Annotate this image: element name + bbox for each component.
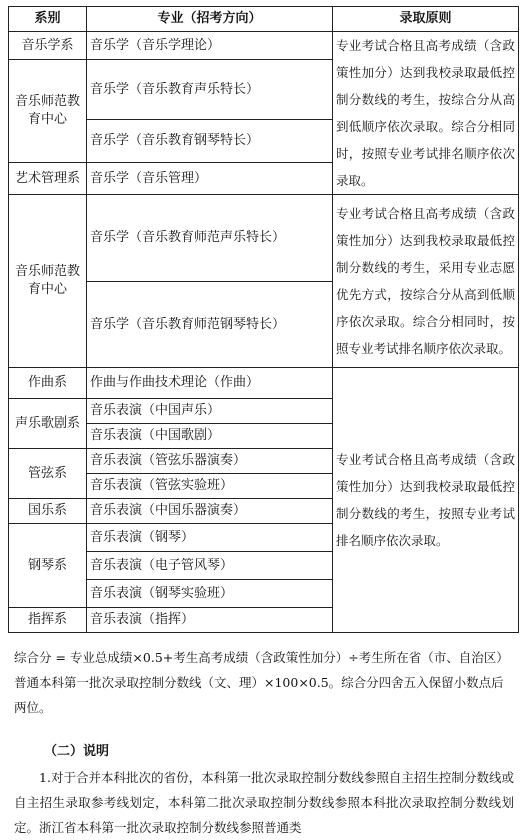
department-cell: 管弦系 [9, 449, 87, 499]
department-cell: 艺术管理系 [9, 163, 87, 195]
major-cell: 音乐表演（电子管风琴） [87, 552, 333, 580]
explanation-paragraph: 1.对于合并本科批次的省份，本科第一批次录取控制分数线参照自主招生控制分数线或自主招生录取参考线划定，本科第二批次录取控制分数线参照本科批次录取控制分数线划定。浙江省本科第一批次录取控制分数线参照普通类 [14, 770, 514, 835]
major-cell: 音乐学（音乐教育师范钢琴特长） [87, 282, 333, 368]
major-cell: 音乐学（音乐教育师范声乐特长） [87, 195, 333, 282]
major-cell: 音乐表演（管弦实验班） [87, 474, 333, 499]
table-header-row [9, 7, 519, 32]
major-cell: 音乐学（音乐教育钢琴特长） [87, 120, 333, 163]
major-cell: 作曲与作曲技术理论（作曲） [87, 368, 333, 399]
major-cell: 音乐学（音乐学理论） [87, 32, 333, 60]
major-cell: 音乐表演（指挥） [87, 608, 333, 633]
admission-table [8, 6, 519, 633]
header-major: 专业（招考方向） [87, 7, 333, 32]
major-cell: 音乐表演（钢琴实验班） [87, 580, 333, 608]
major-cell: 音乐表演（中国歌剧） [87, 424, 333, 449]
major-cell: 音乐表演（中国声乐） [87, 399, 333, 424]
major-cell: 音乐表演（中国乐器演奏） [87, 499, 333, 524]
department-cell: 作曲系 [9, 368, 87, 399]
principle-cell: 专业考试合格且高考成绩（含政策性加分）达到我校录取最低控制分数线的考生，采用专业志愿优先方式，按综合分从高到低顺序依次录取。综合分相同时，按照专业考试排名顺序依次录取。 [333, 195, 519, 368]
department-cell: 音乐师范教育中心 [9, 195, 87, 368]
major-cell: 音乐表演（钢琴） [87, 524, 333, 552]
table-row [9, 32, 519, 60]
header-principle: 录取原则 [333, 7, 519, 32]
header-department: 系别 [9, 7, 87, 32]
major-cell: 音乐表演（管弦乐器演奏） [87, 449, 333, 474]
major-cell: 音乐学（音乐教育声乐特长） [87, 60, 333, 120]
composite-score-formula: 综合分 = 专业总成绩×0.5+考生高考成绩（含政策性加分）÷考生所在省（市、自治区）普通本科第一批次录取控制分数线（文、理）×100×0.5。综合分四舍五入保留小数点后两位。 [14, 650, 509, 715]
department-cell: 声乐歌剧系 [9, 399, 87, 449]
principle-cell: 专业考试合格且高考成绩（含政策性加分）达到我校录取最低控制分数线的考生，按照专业考试排名顺序依次录取。 [333, 368, 519, 633]
department-cell: 钢琴系 [9, 524, 87, 608]
department-cell: 音乐师范教育中心 [9, 60, 87, 163]
department-cell: 指挥系 [9, 608, 87, 633]
department-cell: 国乐系 [9, 499, 87, 524]
table-row [9, 368, 519, 399]
principle-cell: 专业考试合格且高考成绩（含政策性加分）达到我校录取最低控制分数线的考生，按综合分从高到低顺序依次录取。综合分相同时，按照专业考试排名顺序依次录取。 [333, 32, 519, 195]
section-title: （二）说明 [44, 744, 110, 759]
table-row [9, 195, 519, 282]
department-cell: 音乐学系 [9, 32, 87, 60]
major-cell: 音乐学（音乐管理） [87, 163, 333, 195]
